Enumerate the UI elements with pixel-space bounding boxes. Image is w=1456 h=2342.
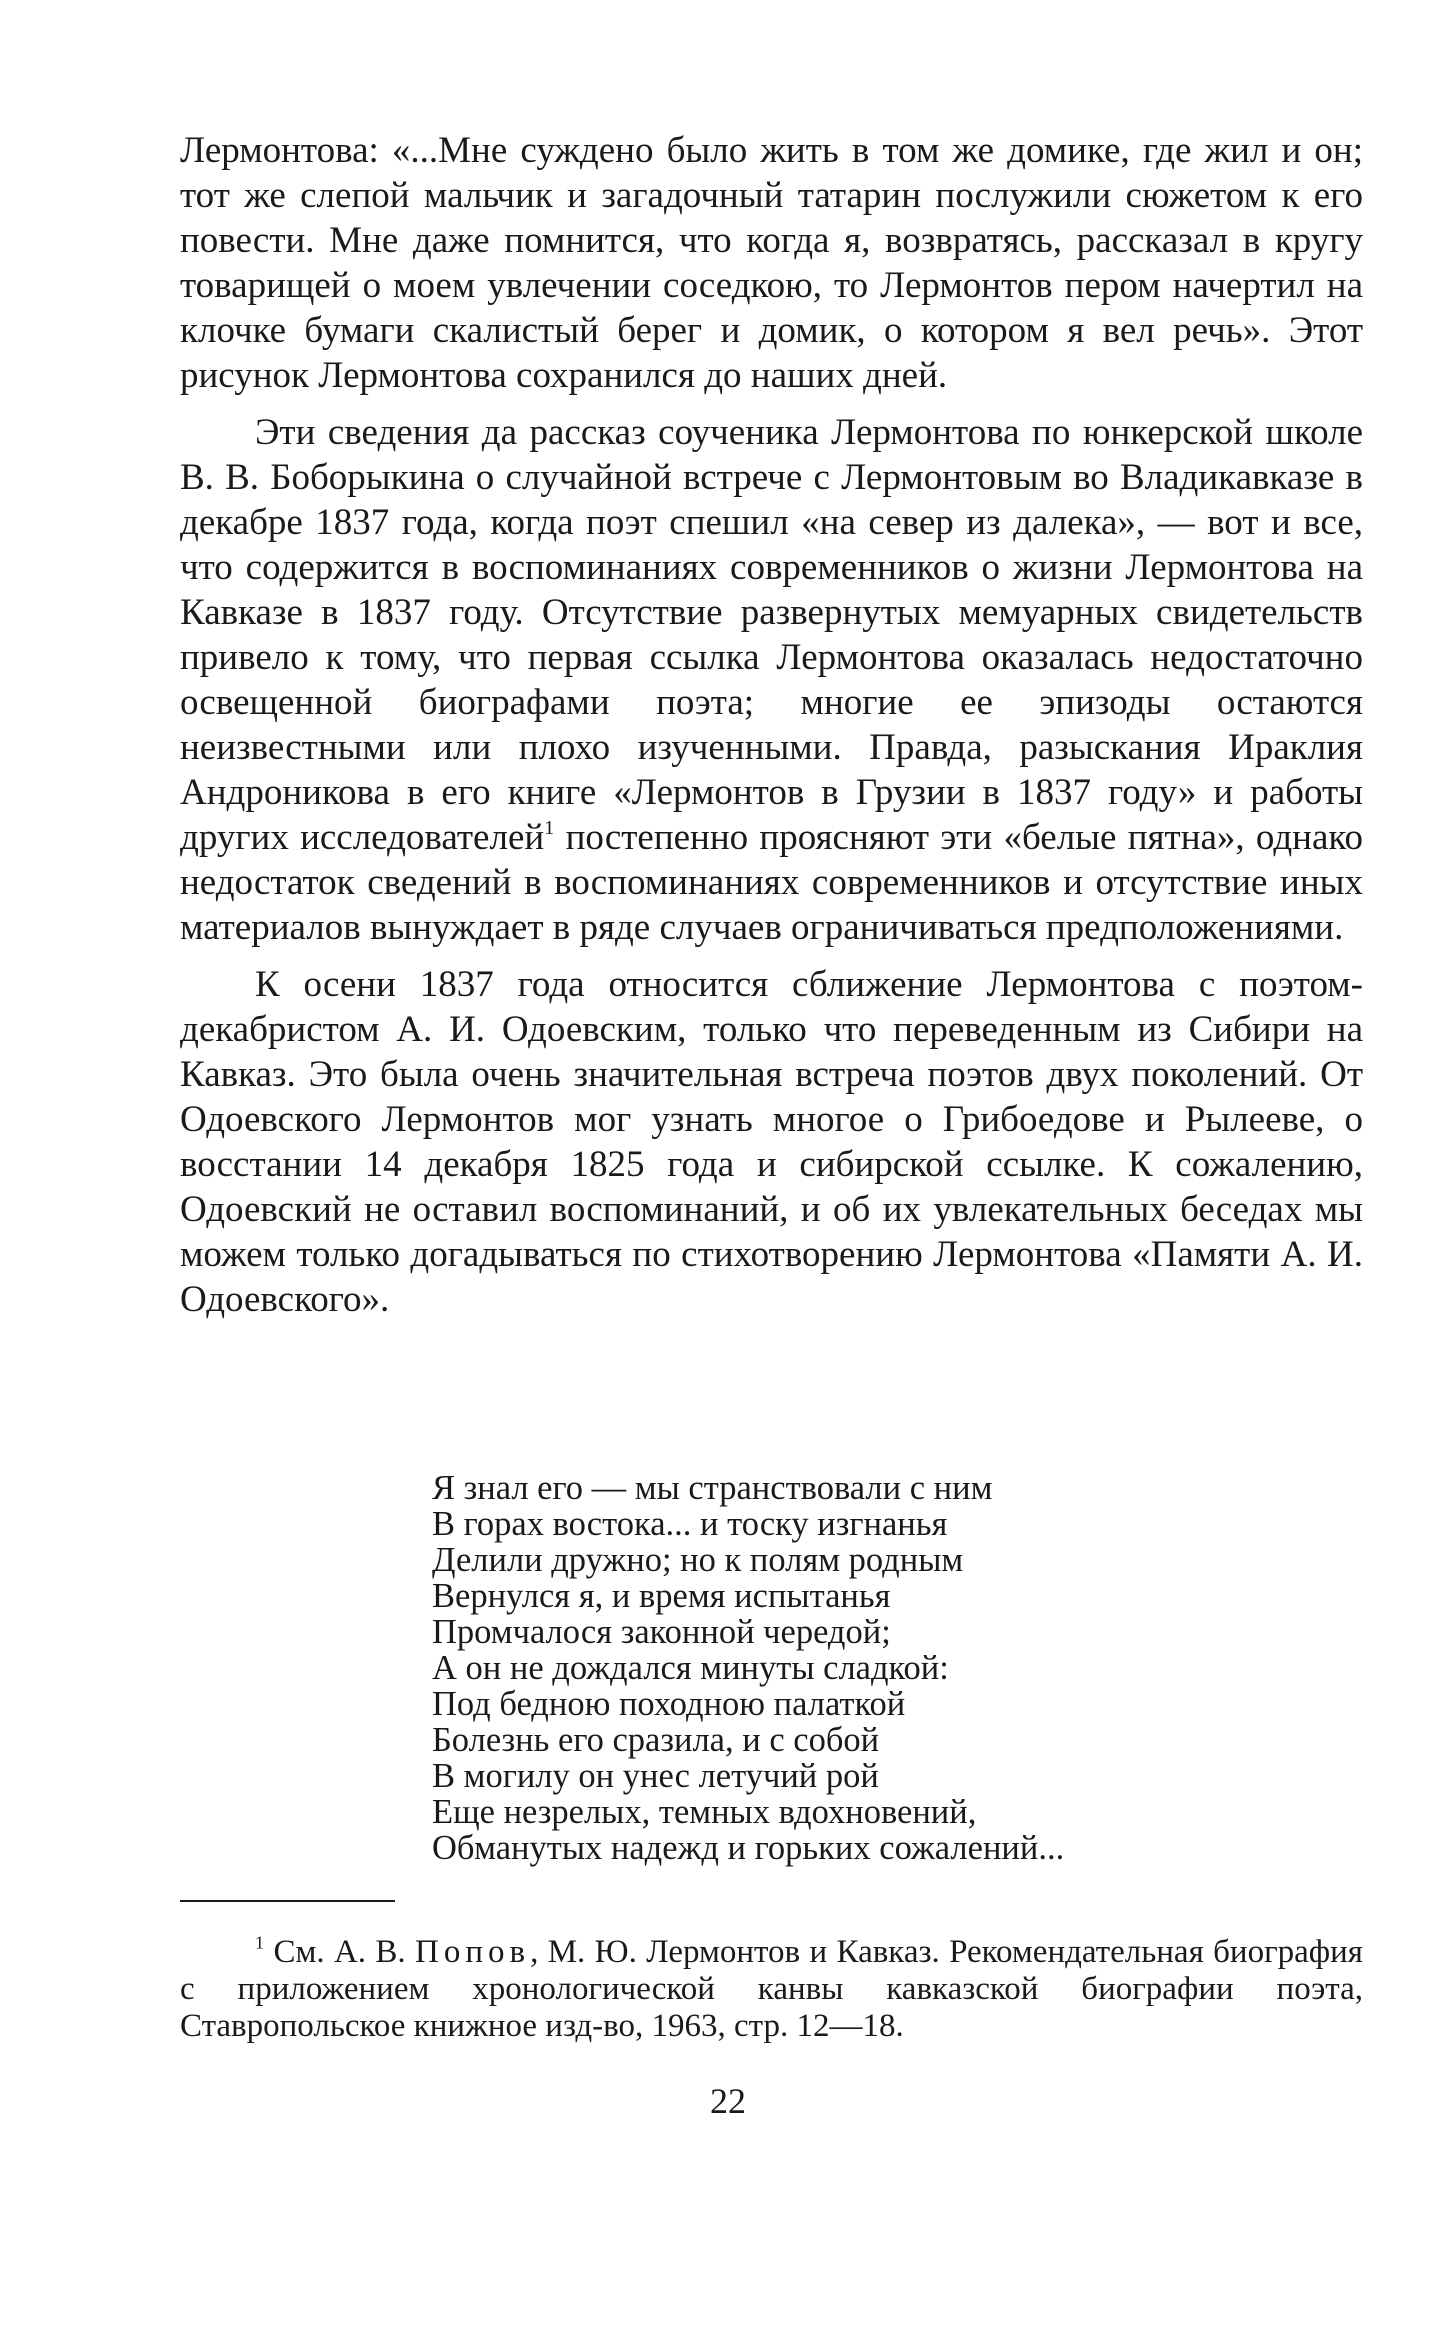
paragraph-2 [180,410,1363,950]
poem-line: Под бедною походною палаткой [432,1685,906,1723]
poem-line: А он не дождался минуты сладкой: [432,1649,949,1687]
paragraph-1: Лермонтова: «...Мне суждено было жить в том же домике, где жил и он; тот же слепой мальчик и загадочный татарин послужили сюжетом к его повести. Мне даже помнится, что когда я, возвратясь, рассказал в кругу товарищей о моем увлечении соседкою, то Лермонтов пером начертил на клочке бумаги скалистый берег и домик, о котором я вел речь». Этот рисунок Лермонтова сохранился до наших дней. [180,130,1363,396]
footnote-reference: 1 [544,816,555,839]
paragraph-2-text-a: Эти сведения да рассказ соученика Лермонтова по юнкерской школе В. В. Боборыкина о случайной встрече с Лермонтовым во Владикавказе в декабре 1837 года, когда поэт спешил «на север из далека», — вот и все, что содержится в воспоминаниях современников о жизни Лермонтова на Кавказе в 1837 году. Отсутствие развернутых мемуарных свидетельств привело к тому, что первая ссылка Лермонтова оказалась недостаточно освещенной биографами поэта; многие ее эпизоды остаются неизвестными или плохо изученными. Правда, разыскания Ираклия Андроникова в его книге «Лермонтов в Грузии в 1837 году» и работы других исследователей [180,412,1363,858]
footnote-divider [180,1900,395,1902]
footnote [180,1934,1363,2045]
poem-line: Промчалося законной чередой; [432,1613,891,1651]
poem-line: Болезнь его сразила, и с собой [432,1721,880,1759]
poem-line: Вернулся я, и время испытанья [432,1577,891,1615]
footnote-prefix: См. А. В. [264,1934,416,1970]
page-number: 22 [710,2081,746,2121]
poem-line: Обманутых надежд и горьких сожалений... [432,1829,1065,1867]
footnote-marker: 1 [255,1932,265,1953]
footnote-author: Попов [415,1934,531,1970]
paragraph-3: К осени 1837 года относится сближение Лермонтова с поэтом-декабристом А. И. Одоевским, только что переведенным из Сибири на Кавказ. Это была очень значительная встреча поэтов двух поколений. От Одоевского Лермонтов мог узнать многое о Грибоедове и Рылееве, о восстании 14 декабря 1825 года и сибирской ссылке. К сожалению, Одоевский не оставил воспоминаний, и об их увлекательных беседах мы можем только догадываться по стихотворению Лермонтова «Памяти А. И. Одоевского». [180,964,1363,1320]
footnote-text: , М. Ю. Лермонтов и Кавказ. Рекомендательная биография с приложением хронологической канвы кавказской биографии поэта, Ставропольское книжное изд-во, 1963, стр. 12—18. [180,1934,1363,2044]
poem-line: Еще незрелых, темных вдохновений, [432,1793,977,1831]
main-text [180,128,1363,1322]
poem-line: Я знал его — мы странствовали с ним [432,1469,993,1507]
paragraph-2-text-b: постепенно проясняют эти «белые пятна», однако недостаток сведений в воспоминаниях современников и отсутствие иных материалов вынуждает в ряде случаев ограничиваться предположениями. [180,817,1363,948]
poem-line: Делили дружно; но к полям родным [432,1541,964,1579]
poem-line: В могилу он унес летучий рой [432,1757,879,1795]
poem-quote [432,1470,1064,1866]
poem-line: В горах востока... и тоску изгнанья [432,1505,948,1543]
